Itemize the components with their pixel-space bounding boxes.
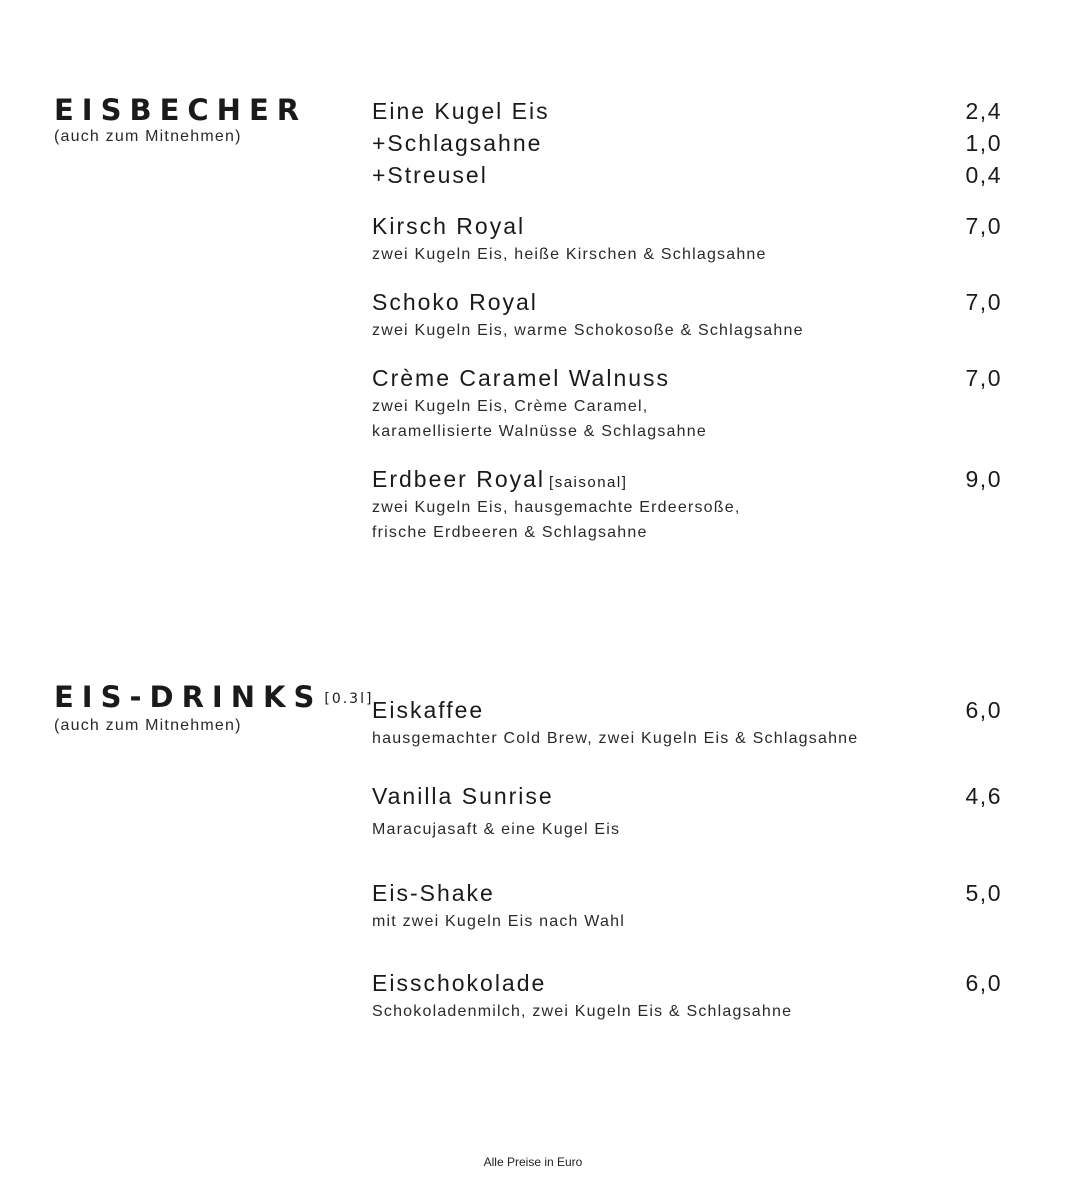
- menu-item: [372, 362, 1002, 444]
- menu-item: [372, 210, 1002, 267]
- section-subtitle: (auch zum Mitnehmen): [54, 128, 242, 145]
- section-header: [54, 682, 373, 735]
- item-description: Maracujasaft & eine Kugel Eis: [372, 821, 621, 838]
- item-description: frische Erdbeeren & Schlagsahne: [372, 524, 648, 541]
- menu-item: [372, 127, 1002, 159]
- item-name: Crème Caramel Walnuss: [372, 365, 671, 391]
- section-tag: [0.3l]: [324, 691, 374, 707]
- item-price: 6,0: [965, 697, 1002, 723]
- menu-item: [372, 159, 1002, 191]
- item-price: 7,0: [965, 213, 1002, 239]
- menu-item: [372, 967, 1002, 1024]
- item-description: zwei Kugeln Eis, heiße Kirschen & Schlagsahne: [372, 246, 767, 263]
- section-header: [54, 95, 307, 146]
- item-description: karamellisierte Walnüsse & Schlagsahne: [372, 423, 707, 440]
- item-name: Eine Kugel Eis: [372, 98, 550, 124]
- item-price: 2,4: [965, 98, 1002, 124]
- item-description: zwei Kugeln Eis, warme Schokosoße & Schlagsahne: [372, 322, 804, 339]
- section-title: EISBECHER: [54, 93, 308, 127]
- menu-item: [372, 694, 1002, 751]
- item-price: 6,0: [965, 970, 1002, 996]
- item-description: mit zwei Kugeln Eis nach Wahl: [372, 913, 625, 930]
- menu-item: [372, 463, 1002, 545]
- price-note-footer: Alle Preise in Euro: [483, 1155, 583, 1169]
- item-description: zwei Kugeln Eis, hausgemachte Erdeersoße,: [372, 499, 741, 516]
- item-name: Kirsch Royal: [372, 213, 526, 239]
- item-name: Erdbeer Royal [saisonal]: [372, 466, 628, 492]
- item-name: Eis-Shake: [372, 880, 495, 906]
- item-name: Eisschokolade: [372, 970, 547, 996]
- menu-item: [372, 95, 1002, 127]
- item-description: hausgemachter Cold Brew, zwei Kugeln Eis & Schlagsahne: [372, 730, 859, 747]
- item-description: Schokoladenmilch, zwei Kugeln Eis & Schlagsahne: [372, 1003, 793, 1020]
- section-title: EIS-DRINKS [0.3l]: [54, 680, 374, 714]
- item-price: 9,0: [965, 466, 1002, 492]
- item-name: +Streusel: [372, 162, 488, 188]
- menu-item: [372, 877, 1002, 934]
- item-name: Eiskaffee: [372, 697, 485, 723]
- item-tag: [saisonal]: [549, 474, 628, 491]
- menu-item: [372, 780, 1002, 842]
- item-name: +Schlagsahne: [372, 130, 543, 156]
- item-price: 1,0: [965, 130, 1002, 156]
- item-name: Schoko Royal: [372, 289, 538, 315]
- section-subtitle: (auch zum Mitnehmen): [54, 717, 242, 734]
- item-price: 4,6: [965, 783, 1002, 809]
- item-description: zwei Kugeln Eis, Crème Caramel,: [372, 398, 649, 415]
- item-name: Vanilla Sunrise: [372, 783, 554, 809]
- item-price: 5,0: [965, 880, 1002, 906]
- menu-item: [372, 286, 1002, 343]
- item-price: 0,4: [965, 162, 1002, 188]
- item-price: 7,0: [965, 365, 1002, 391]
- item-price: 7,0: [965, 289, 1002, 315]
